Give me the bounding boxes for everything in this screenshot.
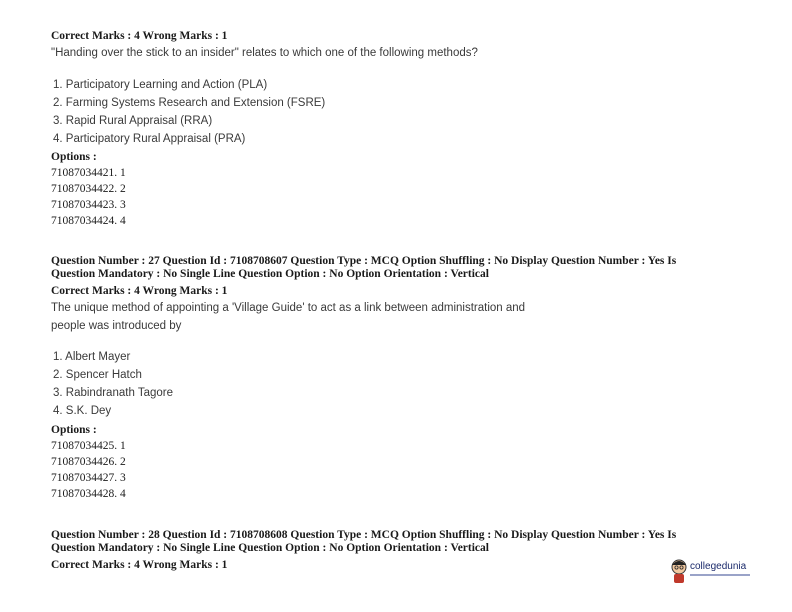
q26-option-id-3: 71087034423. 3 — [51, 199, 126, 211]
q27-choice-2: 2. Spencer Hatch — [53, 369, 142, 381]
q28-marks: Correct Marks : 4 Wrong Marks : 1 — [51, 559, 228, 571]
logo-wordmark: collegedunia — [690, 561, 747, 572]
q26-choice-3: 3. Rapid Rural Appraisal (RRA) — [53, 115, 213, 127]
q27-header-line-1: Question Number : 27 Question Id : 7108708607 Question Type : MCQ Option Shuffling : No Display Question Number : Yes Is — [51, 255, 677, 267]
q26-choice-1: 1. Participatory Learning and Action (PLA) — [53, 79, 268, 91]
q27-option-id-1: 71087034425. 1 — [51, 440, 126, 452]
q26-options-label: Options : — [51, 151, 97, 163]
q26-choice-4: 4. Participatory Rural Appraisal (PRA) — [53, 133, 246, 145]
q26-marks: Correct Marks : 4 Wrong Marks : 1 — [51, 30, 228, 42]
q26-question-text: "Handing over the stick to an insider" relates to which one of the following methods? — [51, 47, 478, 59]
q27-option-id-2: 71087034426. 2 — [51, 456, 126, 468]
mascot-icon — [670, 558, 688, 584]
q26-option-id-4: 71087034424. 4 — [51, 215, 126, 227]
q28-header-line-2: Question Mandatory : No Single Line Question Option : No Option Orientation : Vertical — [51, 542, 489, 554]
q27-marks: Correct Marks : 4 Wrong Marks : 1 — [51, 285, 228, 297]
q27-header-line-2: Question Mandatory : No Single Line Question Option : No Option Orientation : Vertical — [51, 268, 489, 280]
q27-options-label: Options : — [51, 424, 97, 436]
q27-choice-3: 3. Rabindranath Tagore — [53, 387, 173, 399]
collegedunia-logo — [670, 558, 756, 588]
q27-question-line-2: people was introduced by — [51, 320, 182, 332]
q26-option-id-1: 71087034421. 1 — [51, 167, 126, 179]
q27-option-id-3: 71087034427. 3 — [51, 472, 126, 484]
q27-choice-1: 1. Albert Mayer — [53, 351, 131, 363]
q26-option-id-2: 71087034422. 2 — [51, 183, 126, 195]
q27-choice-4: 4. S.K. Dey — [53, 405, 112, 417]
q27-question-line-1: The unique method of appointing a 'Village Guide' to act as a link between administration and — [51, 302, 526, 314]
q27-option-id-4: 71087034428. 4 — [51, 488, 126, 500]
q26-choice-2: 2. Farming Systems Research and Extension (FSRE) — [53, 97, 326, 109]
q28-header-line-1: Question Number : 28 Question Id : 7108708608 Question Type : MCQ Option Shuffling : No Display Question Number : Yes Is — [51, 529, 677, 541]
logo-tagline — [690, 574, 750, 576]
